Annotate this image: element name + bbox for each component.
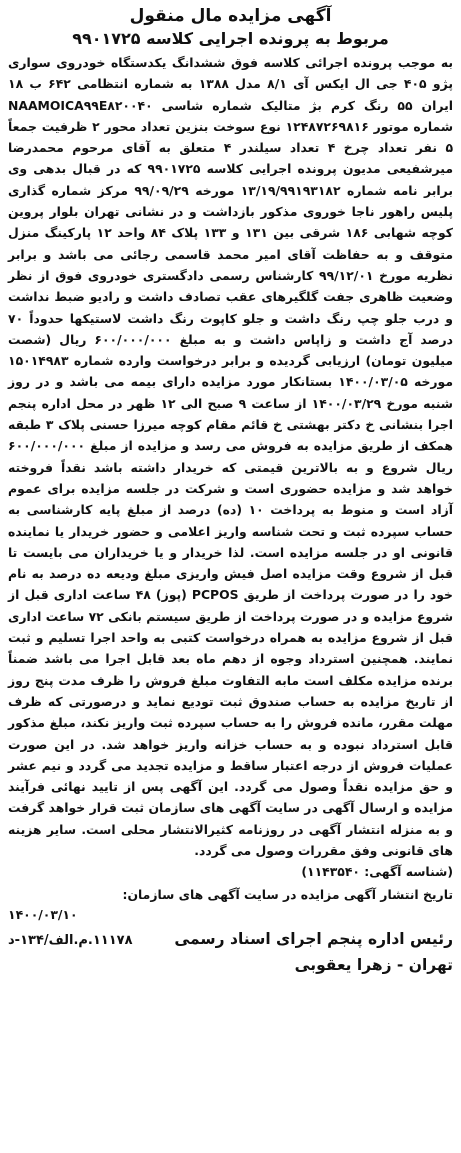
signature-title: رئیس اداره پنجم اجرای اسناد رسمی — [174, 930, 453, 949]
signature-block — [8, 927, 453, 977]
publish-label: تاریخ انتشار آگهی مزایده در سایت آگهی های سازمان: — [122, 887, 453, 903]
notice-title: آگهی مزایده مال منقول — [129, 6, 332, 26]
notice-id: (شناسه آگهی: ۱۱۴۳۵۴۰) — [301, 864, 453, 880]
publish-date: ۱۴۰۰/۰۳/۱۰ — [8, 907, 78, 923]
notice-body: به موجب پرونده اجرائی کلاسه فوق ششدانگ یکدستگاه خودروی سواری پژو ۴۰۵ جی ال ایکس آی ۸/۱ مدل ۱۳۸۸ به شماره انتظامی ۶۴۲ ب ۱۸ ایران ۵۵ رنگ کرم بژ متالیک شماره شاسی NAAMOICA۹۹E۸۲۰۰۴۰ شماره موتور ۱۲۴۸۷۲۶۹۸۱۶ نوع سوخت بنزین تعداد محور ۲ ظرفیت جمعاً ۵ نفر تعداد چرخ ۴ تعداد سیلندر ۴ متعلق به آقای مرحوم محمدرضا میرشفیعی مدیون پرونده اجرایی کلاسه ۹۹۰۱۷۲۵ که در قبال بدهی وی برابر نامه شماره ۱۳/۱۹/۹۹۱۹۳۱۸۲ مورخه ۹۹/۰۹/۲۹ مرکز شماره گذاری پلیس راهور ناجا خوروی مذکور بازداشت و در نشانی تهران بلوار پروین کوچه شهابی ۱۸۶ شرقی بین ۱۳۱ و ۱۳۳ پلاک ۸۴ واحد ۱۲ پارکینگ منزل متوقف و به حفاظت آقای امیر محمد قاسمی رجائی می باشد و برابر نظریه مورخ ۹۹/۱۲/۰۱ کارشناس رسمی دادگستری خودروی فوق از نظر وضعیت ظاهری جفت گلگیرهای عقب تصادف داشت و رادیو ضبط نداشت و درب جلو چپ رنگ داشت و جلو کاپوت رنگ داشت لاستیکها حدوداً ۷۰ درصد آج داشت و زاپاس داشت و به مبلغ ۶۰۰/۰۰۰/۰۰۰ ریال (شصت میلیون تومان) ارزیابی گردیده و برابر درخواست وارده شماره ۱۵۰۱۴۹۸۳ مورخه ۱۴۰۰/۰۳/۰۵ بستانکار مورد مزایده دارای بیمه می باشد و در روز شنبه مورخ ۱۴۰۰/۰۳/۲۹ از ساعت ۹ صبح الی ۱۲ ظهر در محل اداره پنجم اجرا بنشانی خ دکتر بهشتی خ قائم مقام کوچه میرزا حسنی پلاک ۳ طبقه همکف از طریق مزایده به فروش می رسد و مزایده از مبلغ ۶۰۰/۰۰۰/۰۰۰ ریال شروع و به بالاترین قیمتی که خریدار داشته باشد نقداً فروخته خواهد شد و مزایده حضوری است و شرکت در جلسه مزایده برای عموم آزاد است و منوط به پرداخت ۱۰ (ده) درصد از مبلغ پایه کارشناسی به حساب سپرده ثبت و تحت شناسه واریز اعلامی و حضور خریدار یا نماینده قانونی او در جلسه مزایده است. لذا خریدار و یا خریداران می بایست تا قبل از شروع وقت مزایده اصل فیش واریزی مبلغ ودیعه ده درصد به نام خود را در صورت پرداخت از طریق PCPOS (پوز) ۴۸ ساعت اداری قبل از شروع مزایده و در صورت پرداخت از طریق سیستم بانکی ۷۲ ساعت اداری قبل از شروع مزایده به همراه درخواست کتبی به واحد اجرا تسلیم و ثبت نمایند. همچنین استرداد وجوه از دهم ماه بعد قابل اجرا می باشد ضمناً برنده مزایده مکلف است مابه التفاوت مبلغ فروش را ظرف مدت پنج روز از تاریخ مزایده به حساب صندوق ثبت تودیع نماید و درصورتی که ظرف مهلت مقرر، مانده فروش را به حساب سپرده ثبت واریز نکند، مبلغ مذکور قابل استرداد نبوده و به حساب خزانه واریز خواهد شد. در این صورت عملیات فروش از درجه اعتبار ساقط و مزایده تجدید می گردد و نیم عشر و حق مزایده نقداً وصول می گردد. این آگهی پس از تایید نهائی فرآیند مزایده و ارسال آگهی در سایت آگهی های سازمان ثبت قرار خواهد گرفت و به منزله انتشار آگهی در روزنامه کثیرالانتشار محلی است. سایر هزینه های قانونی وفق مقررات وصول می گردد. — [8, 55, 454, 858]
signature-name: تهران - زهرا یعقوبی — [294, 956, 453, 975]
notice-subtitle: مربوط به پرونده اجرایی کلاسه ۹۹۰۱۷۲۵ — [72, 29, 389, 48]
reference-code: ۱۱۱۷۸.م.الف/۱۳۴-د — [8, 933, 133, 949]
